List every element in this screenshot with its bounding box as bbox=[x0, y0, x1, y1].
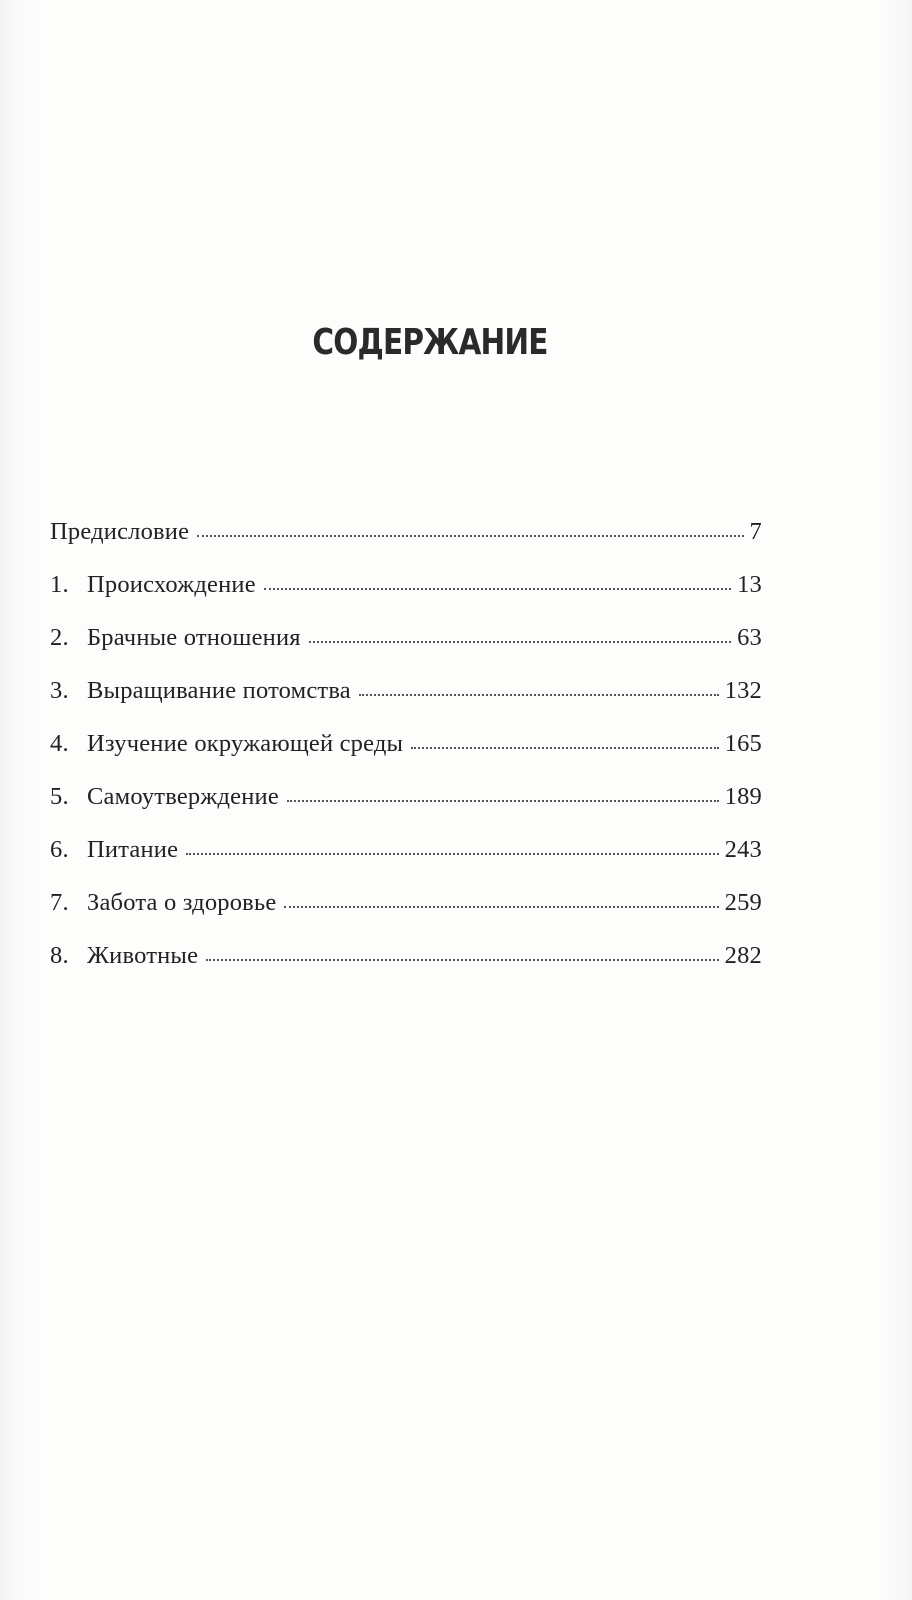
toc-dot-leader bbox=[287, 800, 719, 802]
toc-entry bbox=[50, 942, 762, 995]
toc-entry bbox=[50, 783, 762, 836]
toc-entry bbox=[50, 889, 762, 942]
toc-entry-label: Забота о здоровье bbox=[87, 889, 277, 916]
toc-entry bbox=[50, 571, 762, 624]
toc-entry-label: Происхождение bbox=[87, 571, 256, 598]
toc-entry-page: 189 bbox=[724, 783, 762, 810]
toc-entry-page: 63 bbox=[737, 624, 762, 651]
toc-entry-number: 2. bbox=[50, 624, 69, 651]
toc-entry-label: Предисловие bbox=[50, 518, 190, 545]
toc-entry-label: Животные bbox=[87, 942, 199, 969]
toc-entry-page: 259 bbox=[724, 889, 762, 916]
toc-dot-leader bbox=[186, 853, 718, 855]
toc-entry-label: Выращивание потомства bbox=[87, 677, 351, 704]
toc-entry-page: 13 bbox=[737, 571, 762, 598]
toc-dot-leader bbox=[309, 641, 731, 643]
toc-entry-number: 4. bbox=[50, 730, 69, 757]
toc-entry-page: 132 bbox=[724, 677, 762, 704]
toc-dot-leader bbox=[359, 694, 719, 696]
toc-entry-page: 165 bbox=[724, 730, 762, 757]
toc-entry-number: 1. bbox=[50, 571, 69, 598]
toc-entry bbox=[50, 624, 762, 677]
toc-dot-leader bbox=[411, 747, 718, 749]
toc-entry-label: Питание bbox=[87, 836, 179, 863]
toc-entry-number: 8. bbox=[50, 942, 69, 969]
page-title: СОДЕРЖАНИЕ bbox=[312, 322, 548, 363]
toc-entry bbox=[50, 836, 762, 889]
toc-entry-preface bbox=[50, 518, 762, 571]
toc-dot-leader bbox=[197, 535, 743, 537]
toc-dot-leader bbox=[206, 959, 718, 961]
toc-entry-number: 7. bbox=[50, 889, 69, 916]
toc-dot-leader bbox=[284, 906, 718, 908]
toc-entry bbox=[50, 730, 762, 783]
toc-entry-number: 6. bbox=[50, 836, 69, 863]
toc-entry-label: Брачные отношения bbox=[87, 624, 301, 651]
toc-entry-number: 5. bbox=[50, 783, 69, 810]
toc-entry-label: Самоутверждение bbox=[87, 783, 279, 810]
toc-entry-number: 3. bbox=[50, 677, 69, 704]
toc-entry-page: 282 bbox=[724, 942, 762, 969]
toc-dot-leader bbox=[264, 588, 731, 590]
table-of-contents bbox=[50, 518, 762, 995]
toc-entry-label: Изучение окружающей среды bbox=[87, 730, 404, 757]
toc-entry-page: 7 bbox=[749, 518, 762, 545]
toc-entry bbox=[50, 677, 762, 730]
toc-entry-page: 243 bbox=[724, 836, 762, 863]
